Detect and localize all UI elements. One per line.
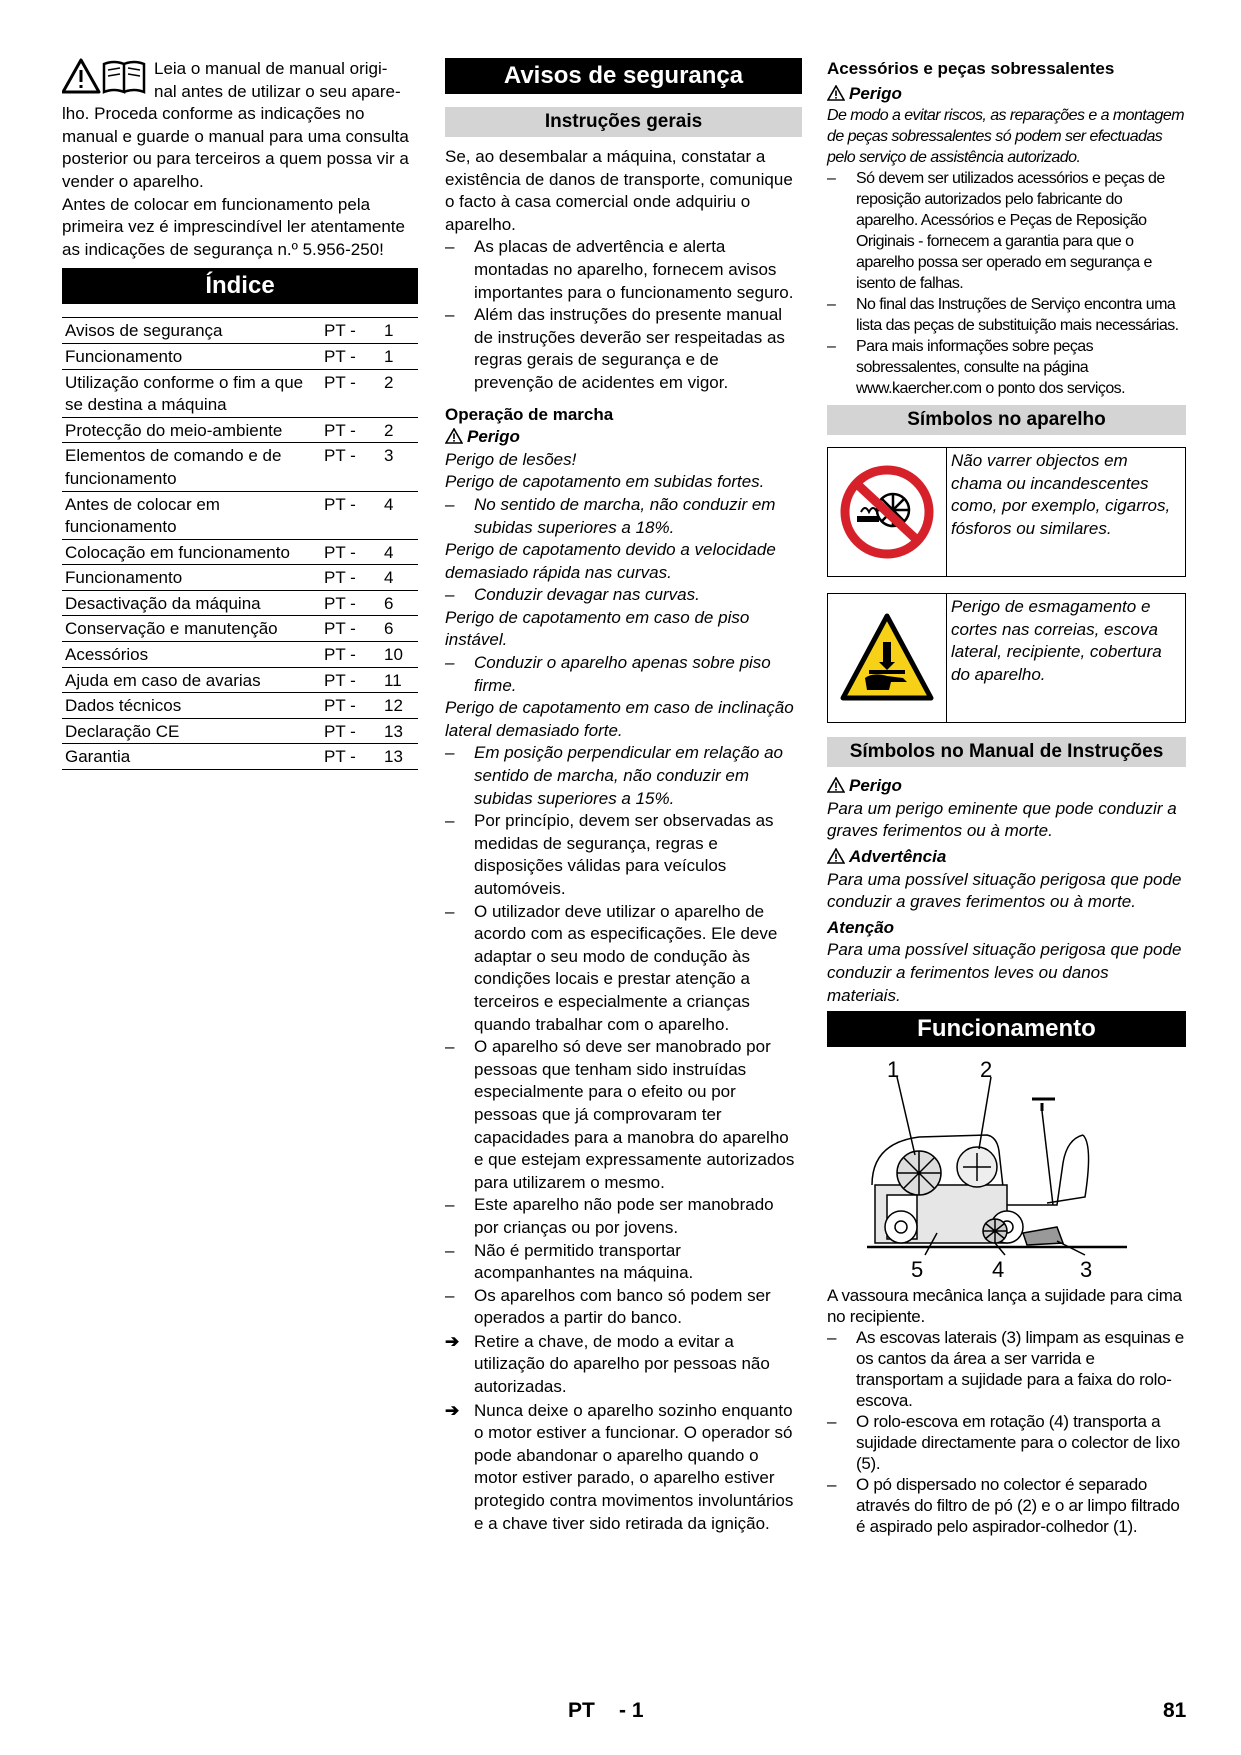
heading-march: Operação de marcha: [445, 404, 614, 424]
toc-page: 3: [380, 443, 418, 491]
footer-page: - 1: [619, 1699, 644, 1722]
atencao-text: Para uma possível situação perigosa que pode conduzir a ferimentos leves ou danos materiais.: [827, 940, 1182, 1005]
instruction-list: [445, 1331, 802, 1535]
footer-language: PT: [568, 1699, 595, 1722]
function-paragraph: A vassoura mecânica lança a sujidade para cima no recipiente.: [827, 1286, 1182, 1327]
advertencia-label: Advertência: [827, 846, 1186, 869]
warning-icon: [827, 777, 845, 793]
general-list: [445, 236, 802, 394]
toc-label: Antes de colocar em funcionamento: [62, 491, 320, 539]
figure-label-5: 5: [911, 1257, 924, 1283]
toc-page: 12: [380, 693, 418, 719]
intro-text: Leia o manual de manual origi- nal antes de utilizar o seu apare- lho. Proceda conforme as indicações no manual e guarde o manual para uma consulta posterior ou para terceiros a quem possa vir a vender o aparelho.: [62, 59, 409, 191]
toc-row[interactable]: [62, 491, 418, 539]
list-item: – Conduzir devagar nas curvas.: [445, 584, 802, 607]
toc-label: Protecção do meio-ambiente: [62, 417, 320, 443]
march-dangers: [445, 449, 802, 811]
accessories-warning: De modo a evitar riscos, as reparações e a montagem de peças sobressalentes só podem ser efectuadas pelo serviço de assistência autorizado.: [827, 107, 1185, 167]
toc-label: Funcionamento: [62, 565, 320, 591]
sweeper-figure: [827, 1055, 1186, 1285]
subheading-general: Instruções gerais: [445, 107, 802, 137]
no-burning-objects-icon: [839, 464, 935, 560]
rules-list: [445, 810, 802, 1330]
symbol-crush-danger: [827, 593, 1186, 723]
toc-row[interactable]: [62, 616, 418, 642]
toc-label: Conservação e manutenção: [62, 616, 320, 642]
function-list: [827, 1327, 1186, 1537]
danger-text: Perigo de capotamento devido a velocidade demasiado rápida nas curvas.: [445, 540, 776, 582]
list-item: – O pó dispersado no colector é separado através do filtro de pó (2) e o ar limpo filtrado é aspirado pelo aspirador-colhedor (1).: [827, 1474, 1186, 1537]
toc-prefix: PT -: [320, 443, 380, 491]
symbol-text: Perigo de esmagamento e cortes nas correias, escova lateral, recipiente, cobertura do aparelho.: [951, 597, 1162, 684]
toc-page: 6: [380, 590, 418, 616]
footer-page-number: 81: [1163, 1699, 1187, 1722]
list-item: – Conduzir o aparelho apenas sobre piso firme.: [445, 652, 802, 697]
toc-prefix: PT -: [320, 667, 380, 693]
danger-label: Perigo: [827, 83, 1186, 106]
toc-page: 13: [380, 744, 418, 770]
table-of-contents: [62, 317, 418, 770]
toc-label: Dados técnicos: [62, 693, 320, 719]
atencao-label: Atenção: [827, 917, 895, 937]
accessories-list: [827, 168, 1186, 399]
figure-label-3: 3: [1080, 1257, 1093, 1283]
toc-prefix: PT -: [320, 642, 380, 668]
toc-page: 10: [380, 642, 418, 668]
warning-icon: [827, 848, 845, 864]
toc-label: Utilização conforme o fim a que se destina a máquina: [62, 369, 320, 417]
toc-prefix: PT -: [320, 318, 380, 344]
list-item: – Os aparelhos com banco só podem ser operados a partir do banco.: [445, 1285, 802, 1330]
toc-page: 6: [380, 616, 418, 642]
toc-label: Declaração CE: [62, 718, 320, 744]
figure-label-2: 2: [980, 1057, 993, 1083]
section-heading-safety: Avisos de segurança: [445, 58, 802, 94]
paragraph-transport: Se, ao desembalar a máquina, constatar a existência de danos de transporte, comunique o facto à casa comercial onde adquiriu o aparelho.: [445, 147, 793, 234]
list-item: – Não é permitido transportar acompanhantes na máquina.: [445, 1240, 802, 1285]
warning-manual-icon: [62, 58, 146, 94]
index-heading: Índice: [62, 268, 418, 304]
toc-prefix: PT -: [320, 693, 380, 719]
toc-page: 1: [380, 318, 418, 344]
toc-prefix: PT -: [320, 369, 380, 417]
sweeper-diagram: [827, 1055, 1186, 1285]
toc-row[interactable]: [62, 667, 418, 693]
toc-prefix: PT -: [320, 343, 380, 369]
toc-label: Avisos de segurança: [62, 318, 320, 344]
subheading-symbols-manual: Símbolos no Manual de Instruções: [827, 737, 1186, 767]
toc-row[interactable]: [62, 539, 418, 565]
toc-row[interactable]: [62, 693, 418, 719]
toc-label: Funcionamento: [62, 343, 320, 369]
list-item: ➔ Nunca deixe o aparelho sozinho enquanto o motor estiver a funcionar. O operador só pode abandonar o aparelho quando o motor estiver parado, o aparelho estiver protegido contra movimentos involuntários e a chave tiver sido retirada da ignição.: [445, 1400, 802, 1536]
section-heading-function: Funcionamento: [827, 1011, 1186, 1047]
toc-row[interactable]: [62, 417, 418, 443]
toc-page: 2: [380, 417, 418, 443]
column-middle: [445, 58, 802, 1535]
toc-prefix: PT -: [320, 616, 380, 642]
danger-text: Perigo de capotamento em caso de inclinação lateral demasiado forte.: [445, 698, 794, 740]
figure-label-4: 4: [992, 1257, 1005, 1283]
column-left: [62, 58, 418, 770]
symbol-text: Não varrer objectos em chama ou incandescentes como, por exemplo, cigarros, fósforos ou similares.: [951, 451, 1171, 538]
column-right: [827, 58, 1186, 1537]
toc-prefix: PT -: [320, 718, 380, 744]
crush-danger-icon: [839, 612, 935, 704]
list-item: – Só devem ser utilizados acessórios e peças de reposição autorizados pelo fabricante do aparelho. Acessórios e Peças de Reposição Originais - fornecem a garantia para que o aparelho possa ser operado em segurança e isento de falhas.: [827, 168, 1186, 294]
toc-label: Acessórios: [62, 642, 320, 668]
advertencia-text: Para uma possível situação perigosa que pode conduzir a graves ferimentos ou à morte.: [827, 869, 1182, 912]
toc-row[interactable]: [62, 590, 418, 616]
toc-row[interactable]: [62, 565, 418, 591]
toc-prefix: PT -: [320, 590, 380, 616]
perigo-label: Perigo: [827, 775, 1186, 798]
toc-row[interactable]: [62, 443, 418, 491]
list-item: – As placas de advertência e alerta montadas no aparelho, fornecem avisos importantes para o funcionamento seguro.: [445, 236, 802, 304]
subheading-symbols-device: Símbolos no aparelho: [827, 405, 1186, 435]
list-item: – No sentido de marcha, não conduzir em subidas superiores a 18%.: [445, 494, 802, 539]
toc-prefix: PT -: [320, 539, 380, 565]
toc-row[interactable]: [62, 343, 418, 369]
toc-row[interactable]: [62, 744, 418, 770]
danger-text: Perigo de capotamento em subidas fortes.: [445, 472, 765, 492]
toc-page: 2: [380, 369, 418, 417]
toc-label: Desactivação da máquina: [62, 590, 320, 616]
toc-label: Ajuda em caso de avarias: [62, 667, 320, 693]
toc-row[interactable]: [62, 369, 418, 417]
toc-prefix: PT -: [320, 417, 380, 443]
list-item: – Por princípio, devem ser observadas as medidas de segurança, regras e disposições válidas para veículos automóveis.: [445, 810, 802, 900]
toc-row[interactable]: [62, 718, 418, 744]
warning-icon: [445, 428, 463, 444]
toc-prefix: PT -: [320, 565, 380, 591]
toc-prefix: PT -: [320, 744, 380, 770]
danger-text: Perigo de capotamento em caso de piso instável.: [445, 607, 750, 650]
list-item: – No final das Instruções de Serviço encontra uma lista das peças de substituição mais necessárias.: [827, 294, 1186, 336]
danger-text: Perigo de lesões!: [445, 449, 577, 469]
toc-page: 4: [380, 491, 418, 539]
list-item: – Este aparelho não pode ser manobrado por crianças ou por jovens.: [445, 1194, 802, 1239]
toc-row[interactable]: [62, 318, 418, 344]
heading-accessories: Acessórios e peças sobressalentes: [827, 59, 1115, 78]
toc-label: Garantia: [62, 744, 320, 770]
perigo-text: Para um perigo eminente que pode conduzir a graves ferimentos ou à morte.: [827, 798, 1177, 841]
symbol-no-burning: [827, 447, 1186, 577]
intro: [62, 58, 418, 261]
list-item: – Para mais informações sobre peças sobressalentes, consulte na página www.kaercher.com o ponto dos serviços.: [827, 336, 1186, 399]
figure-label-1: 1: [887, 1057, 900, 1083]
list-item: – Em posição perpendicular em relação ao sentido de marcha, não conduzir em subidas superiores a 15%.: [445, 742, 802, 810]
toc-page: 4: [380, 565, 418, 591]
danger-label: Perigo: [445, 426, 802, 449]
warning-icon: [827, 85, 845, 101]
list-item: ➔ Retire a chave, de modo a evitar a utilização do aparelho por pessoas não autorizadas.: [445, 1331, 802, 1399]
list-item: – O aparelho só deve ser manobrado por pessoas que tenham sido instruídas especialmente para o efeito ou por pessoas que já comprovaram ter capacidades para a manobra do aparelho e que estejam expressamente autorizados para utilizarem o mesmo.: [445, 1036, 802, 1194]
toc-row[interactable]: [62, 642, 418, 668]
toc-page: 1: [380, 343, 418, 369]
toc-page: 13: [380, 718, 418, 744]
list-item: – O rolo-escova em rotação (4) transporta a sujidade directamente para o colector de lixo (5).: [827, 1411, 1186, 1474]
intro-text-2: Antes de colocar em funcionamento pela primeira vez é imprescindível ler atentamente as indicações de segurança n.º 5.956-250!: [62, 194, 405, 259]
list-item: – As escovas laterais (3) limpam as esquinas e os cantos da área a ser varrida e transportam a sujidade para a faixa do rolo-escova.: [827, 1327, 1186, 1411]
list-item: – Além das instruções do presente manual de instruções deverão ser respeitadas as regras gerais de segurança e de prevenção de acidentes em vigor.: [445, 304, 802, 394]
toc-label: Elementos de comando e de funcionamento: [62, 443, 320, 491]
toc-page: 4: [380, 539, 418, 565]
toc-label: Colocação em funcionamento: [62, 539, 320, 565]
toc-prefix: PT -: [320, 491, 380, 539]
list-item: – O utilizador deve utilizar o aparelho de acordo com as especificações. Ele deve adaptar o seu modo de condução às condições locais e prestar atenção a terceiros e especialmente a crianças quando trabalhar com o aparelho.: [445, 901, 802, 1037]
toc-page: 11: [380, 667, 418, 693]
